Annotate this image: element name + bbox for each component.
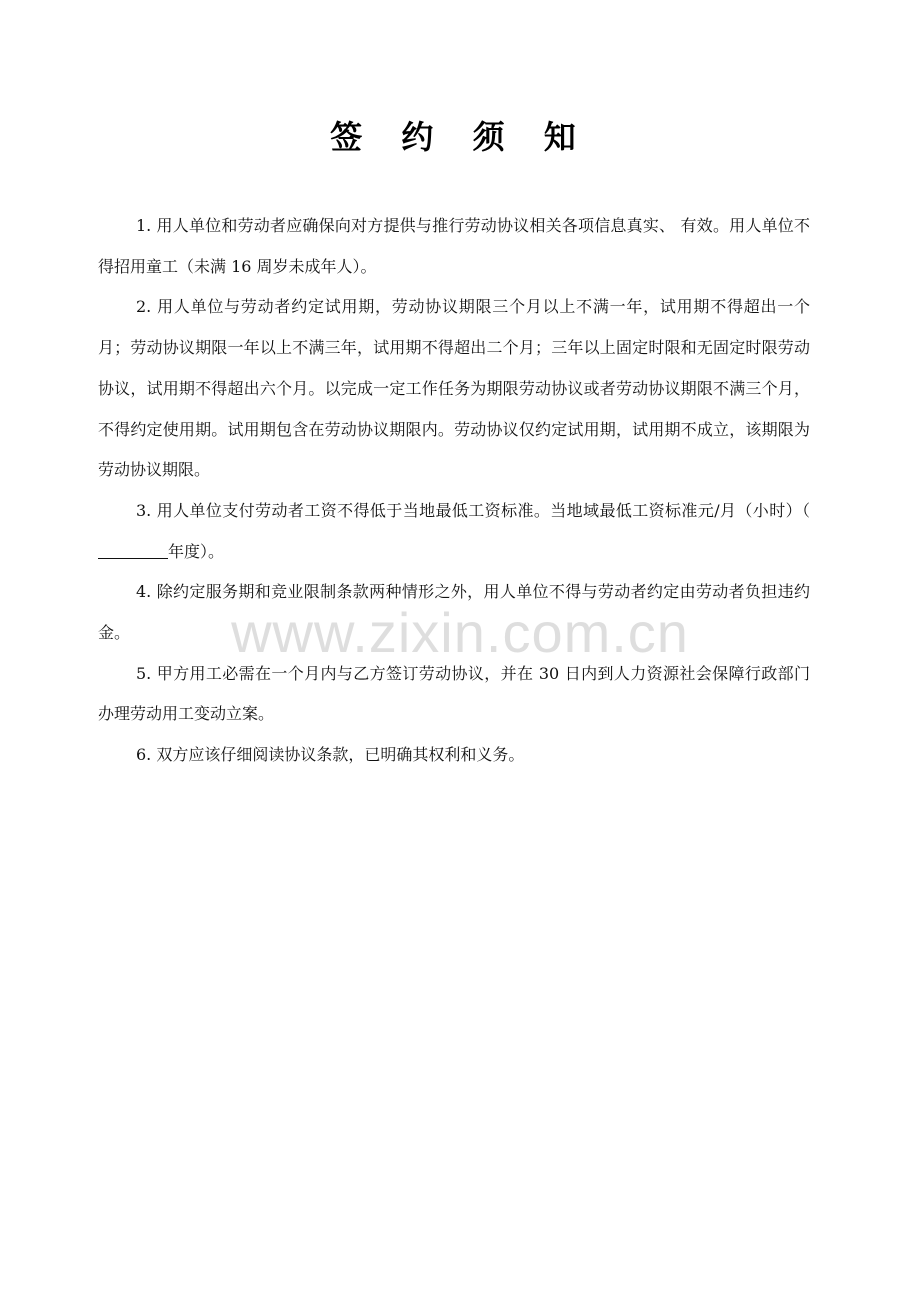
clause-6: 6. 双方应该仔细阅读协议条款，已明确其权利和义务。 — [136, 745, 525, 765]
clause-4: 4. 除约定服务期和竞业限制条款两种情形之外，用人单位不得与劳动者约定由劳动者负担违约金。 — [98, 582, 810, 643]
document-title: 签 约 须 知 — [330, 118, 590, 156]
clause-3-text-before: 3. 用人单位支付劳动者工资不得低于当地最低工资标准。当地域最低工资标准元/月（小时）（ — [136, 500, 810, 520]
clause-2: 2. 用人单位与劳动者约定试用期，劳动协议期限三个月以上不满一年，试用期不得超出一个月；劳动协议期限一年以上不满三年，试用期不得超出二个月；三年以上固定时限和无固定时限劳动协议，试用期不得超出六个月。以完成一定工作任务为期限劳动协议或者劳动协议期限不满三个月，不得约定使用期。试用期包含在劳动协议期限内。劳动协议仅约定试用期，试用期不成立，该期限为劳动协议期限。 — [98, 297, 810, 480]
watermark: www.zixin.com.cn — [231, 601, 689, 664]
clause-3-text-after: 年度）。 — [168, 541, 225, 561]
clause-5: 5. 甲方用工必需在一个月内与乙方签订劳动协议，并在 30 日内到人力资源社会保障行政部门办理劳动用工变动立案。 — [98, 663, 810, 724]
clause-3 — [98, 491, 810, 572]
document-body — [98, 206, 810, 776]
year-blank-field — [98, 540, 168, 559]
clause-1: 1. 用人单位和劳动者应确保向对方提供与推行劳动协议相关各项信息真实、 有效。用人单位不得招用童工（未满 16 周岁未成年人）。 — [98, 216, 810, 276]
